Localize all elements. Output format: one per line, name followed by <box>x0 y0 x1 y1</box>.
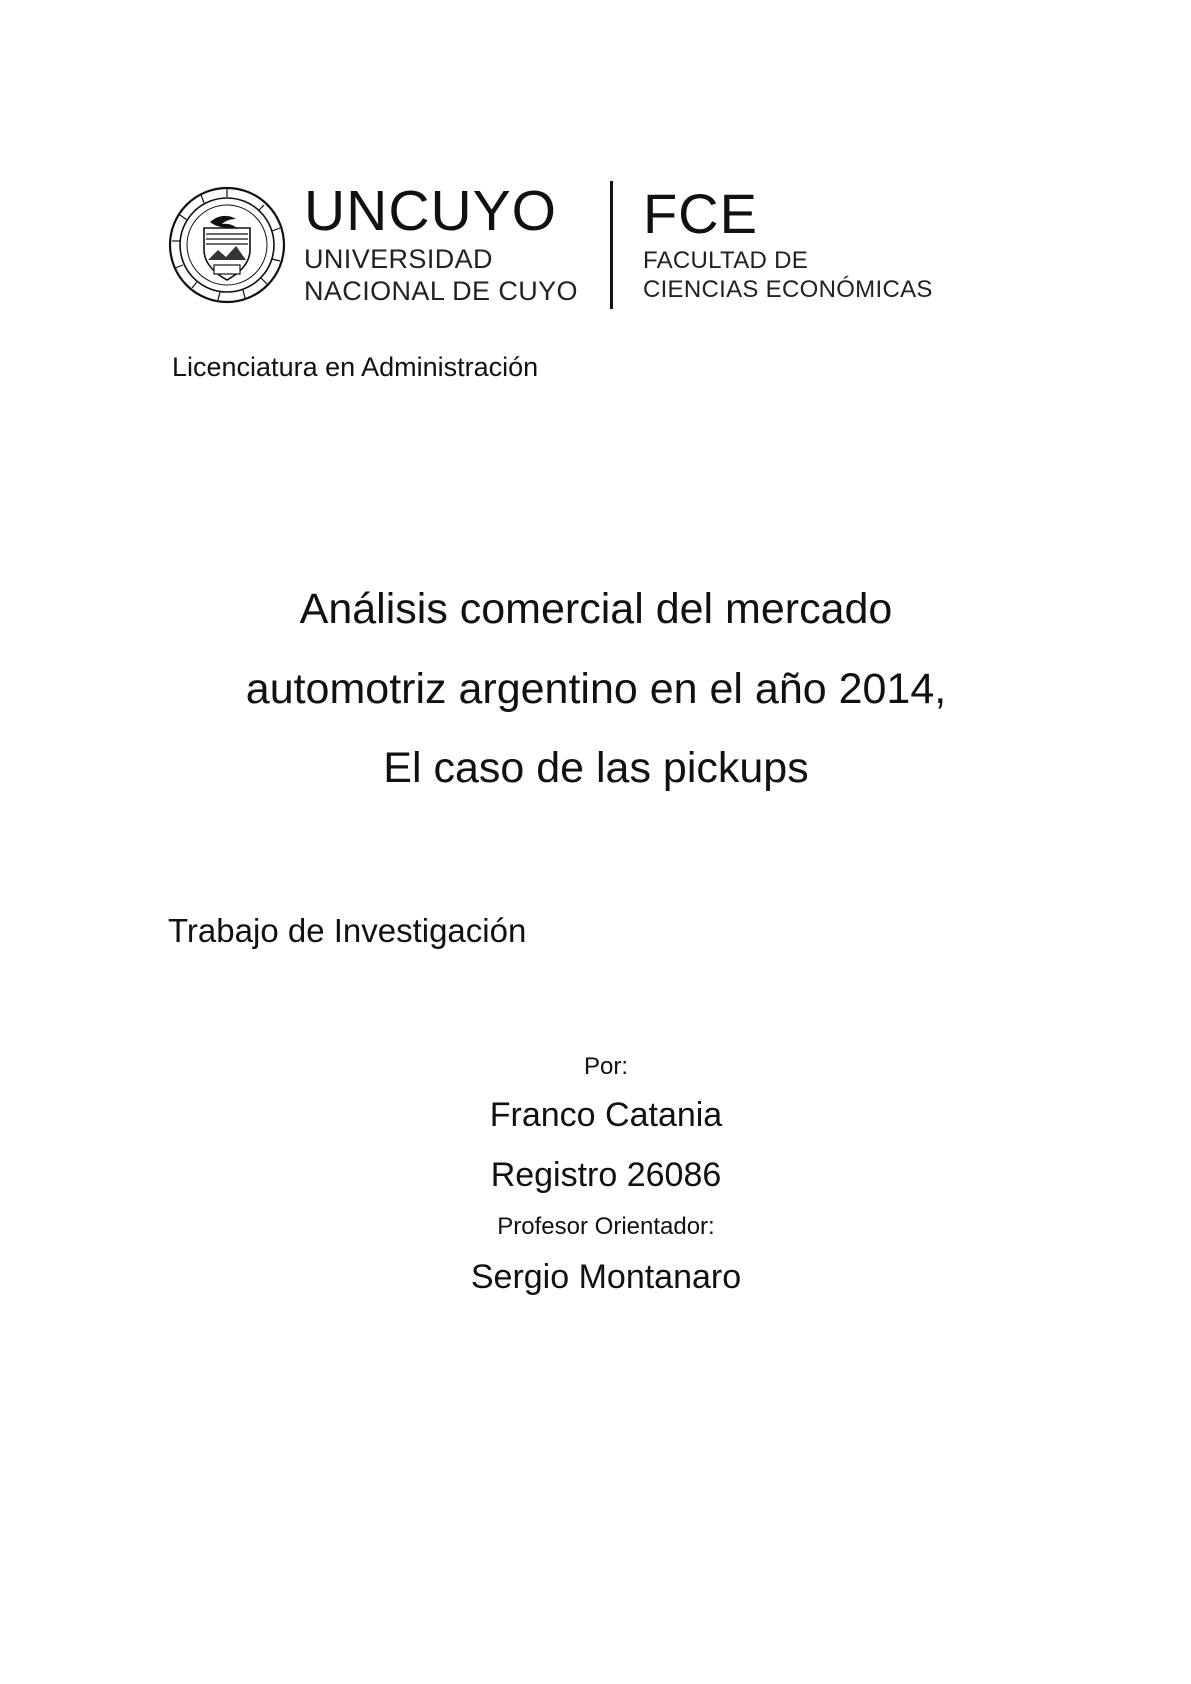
institutional-logo-band <box>168 170 998 320</box>
logo-divider <box>610 181 613 309</box>
document-type: Trabajo de Investigación <box>168 912 527 949</box>
by-label: Por: <box>583 1053 628 1080</box>
author-name: Franco Catania <box>489 1096 723 1135</box>
university-name-line1: UNIVERSIDAD <box>304 243 493 274</box>
university-crest-icon <box>168 186 286 304</box>
title-line-1: Análisis comercial del mercado <box>299 585 893 633</box>
faculty-wordmark <box>642 181 933 305</box>
advisor-label: Profesor Orientador: <box>497 1213 715 1241</box>
title-line-2: automotriz argentino en el año 2014, <box>245 664 947 713</box>
university-acronym: UNCUYO <box>304 178 558 243</box>
document-title <box>96 570 1096 809</box>
author-registry: Registro 26086 <box>490 1155 722 1194</box>
title-line-3: El caso de las pickups <box>383 744 809 793</box>
author-block <box>96 1048 1116 1306</box>
advisor-name: Sergio Montanaro <box>470 1257 742 1296</box>
faculty-name-line1: FACULTAD DE <box>642 246 809 274</box>
faculty-name-line2: CIENCIAS ECONÓMICAS <box>642 275 933 303</box>
degree-program: Licenciatura en Administración <box>172 352 539 382</box>
university-wordmark <box>304 178 578 308</box>
university-name-line2: NACIONAL DE CUYO <box>304 275 578 306</box>
faculty-acronym: FCE <box>642 181 758 245</box>
